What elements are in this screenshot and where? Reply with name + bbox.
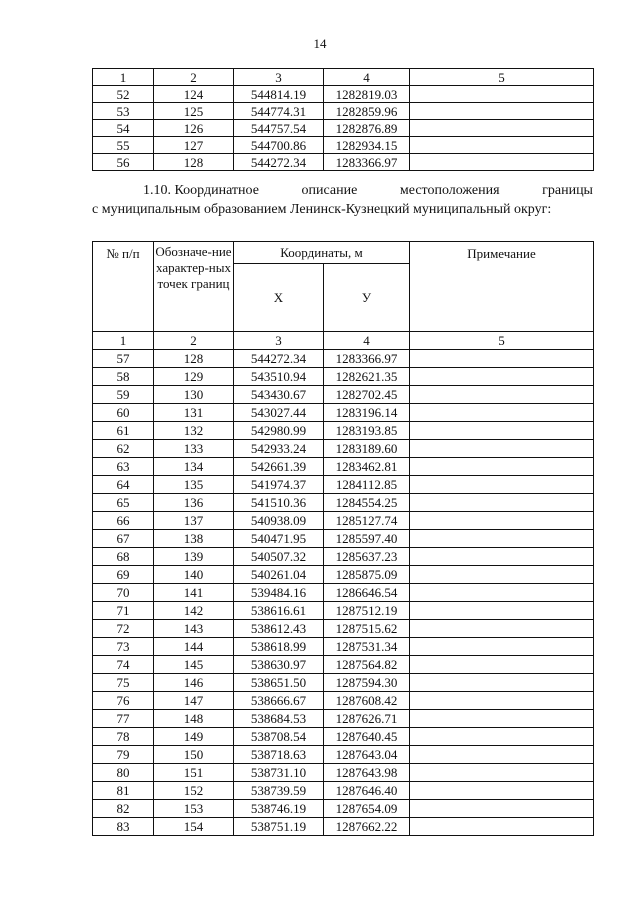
table-cell: 80 — [93, 764, 154, 782]
table-cell: 75 — [93, 674, 154, 692]
table-cell: 3 — [234, 332, 324, 350]
table-cell: 538751.19 — [234, 818, 324, 836]
table-cell: 132 — [154, 422, 234, 440]
table-cell — [410, 584, 594, 602]
table-cell: 148 — [154, 710, 234, 728]
table-row — [93, 458, 594, 476]
table-row — [93, 386, 594, 404]
table-row — [93, 548, 594, 566]
table-cell: 1282859.96 — [324, 103, 410, 120]
table-cell — [410, 638, 594, 656]
table-cell: 143 — [154, 620, 234, 638]
header-x: Х — [234, 264, 324, 332]
table-row — [93, 103, 594, 120]
table-cell: 128 — [154, 154, 234, 171]
table-cell: 142 — [154, 602, 234, 620]
table-cell: 77 — [93, 710, 154, 728]
table-cell: 55 — [93, 137, 154, 154]
table-cell: 1284112.85 — [324, 476, 410, 494]
table-cell — [410, 746, 594, 764]
table-cell: 1283189.60 — [324, 440, 410, 458]
section-heading-line2: с муниципальным образованием Ленинск-Кузнецкий муниципальный округ: — [92, 202, 552, 217]
table-cell: 1287626.71 — [324, 710, 410, 728]
table-cell: 124 — [154, 86, 234, 103]
table-cell: 126 — [154, 120, 234, 137]
table-row — [93, 782, 594, 800]
table-row — [93, 137, 594, 154]
table-row — [93, 584, 594, 602]
table-cell: 542661.39 — [234, 458, 324, 476]
table-row — [93, 512, 594, 530]
table-cell — [410, 120, 594, 137]
table-cell: 73 — [93, 638, 154, 656]
table-cell: 140 — [154, 566, 234, 584]
table-row — [93, 422, 594, 440]
table-cell: 125 — [154, 103, 234, 120]
table-cell: 1287512.19 — [324, 602, 410, 620]
table-row — [93, 602, 594, 620]
table-cell: 70 — [93, 584, 154, 602]
table-cell — [410, 440, 594, 458]
table-cell: 133 — [154, 440, 234, 458]
column-number-row — [93, 332, 594, 350]
table-cell: 538708.54 — [234, 728, 324, 746]
table-cell: 540471.95 — [234, 530, 324, 548]
table-row — [93, 440, 594, 458]
table-cell — [410, 404, 594, 422]
table-cell: 1283462.81 — [324, 458, 410, 476]
table-cell: 1287640.45 — [324, 728, 410, 746]
table-row — [93, 728, 594, 746]
table-cell: 52 — [93, 86, 154, 103]
coordinates-table-continued — [92, 68, 594, 171]
table-cell: 1287643.98 — [324, 764, 410, 782]
table-cell: 538684.53 — [234, 710, 324, 728]
header-coordinates: Координаты, м — [234, 242, 410, 264]
table-cell: 1282621.35 — [324, 368, 410, 386]
top-table-body — [93, 69, 594, 171]
table-cell: 69 — [93, 566, 154, 584]
table-cell — [410, 476, 594, 494]
table-cell — [410, 494, 594, 512]
table-cell: 67 — [93, 530, 154, 548]
table-cell: 543430.67 — [234, 386, 324, 404]
table-cell: 1285637.23 — [324, 548, 410, 566]
table-cell: 1287594.30 — [324, 674, 410, 692]
table-cell — [410, 620, 594, 638]
table-cell: 5 — [410, 332, 594, 350]
table-cell: 139 — [154, 548, 234, 566]
table-cell: 64 — [93, 476, 154, 494]
table-cell: 71 — [93, 602, 154, 620]
table-cell: 542980.99 — [234, 422, 324, 440]
section-heading-line1 — [103, 181, 593, 200]
table-cell: 153 — [154, 800, 234, 818]
table-cell: 543510.94 — [234, 368, 324, 386]
table-cell: 138 — [154, 530, 234, 548]
table-cell: 83 — [93, 818, 154, 836]
table-cell — [410, 422, 594, 440]
table-cell: 544700.86 — [234, 137, 324, 154]
table-cell: 540938.09 — [234, 512, 324, 530]
table-cell: 1282819.03 — [324, 86, 410, 103]
table-cell — [410, 548, 594, 566]
table-cell: 79 — [93, 746, 154, 764]
table-cell: 5 — [410, 69, 594, 86]
table-cell: 129 — [154, 368, 234, 386]
table-cell: 544774.31 — [234, 103, 324, 120]
header-num: № п/п — [93, 242, 154, 332]
table-cell — [410, 350, 594, 368]
heading-word: местоположения — [399, 183, 500, 198]
table-cell: 152 — [154, 782, 234, 800]
table-cell: 1283193.85 — [324, 422, 410, 440]
table-cell: 136 — [154, 494, 234, 512]
table-row — [93, 692, 594, 710]
table-cell: 149 — [154, 728, 234, 746]
table-cell: 1282934.15 — [324, 137, 410, 154]
table-row — [93, 368, 594, 386]
table-row — [93, 746, 594, 764]
table-cell: 60 — [93, 404, 154, 422]
table-cell — [410, 458, 594, 476]
table-cell: 151 — [154, 764, 234, 782]
table-cell: 74 — [93, 656, 154, 674]
table-cell — [410, 530, 594, 548]
table-cell: 538746.19 — [234, 800, 324, 818]
table-cell: 538618.99 — [234, 638, 324, 656]
table-cell: 1282876.89 — [324, 120, 410, 137]
table-cell: 76 — [93, 692, 154, 710]
table-cell: 130 — [154, 386, 234, 404]
table-cell: 62 — [93, 440, 154, 458]
table-cell: 127 — [154, 137, 234, 154]
table-cell: 1287564.82 — [324, 656, 410, 674]
table-cell — [410, 512, 594, 530]
table-cell: 128 — [154, 350, 234, 368]
table-cell: 1287654.09 — [324, 800, 410, 818]
table-cell — [410, 818, 594, 836]
table-row — [93, 674, 594, 692]
table-cell: 66 — [93, 512, 154, 530]
table-row — [93, 476, 594, 494]
header-designation: Обозначе-ние характер-ных точек границ — [154, 242, 234, 332]
table-cell: 544814.19 — [234, 86, 324, 103]
table-cell: 4 — [324, 69, 410, 86]
table-cell: 543027.44 — [234, 404, 324, 422]
heading-word: 1.10. Координатное — [143, 183, 259, 198]
table-cell: 56 — [93, 154, 154, 171]
table-cell: 1287662.22 — [324, 818, 410, 836]
table-cell: 544757.54 — [234, 120, 324, 137]
table-cell — [410, 368, 594, 386]
table-cell: 538731.10 — [234, 764, 324, 782]
table-cell: 538739.59 — [234, 782, 324, 800]
table-cell — [410, 154, 594, 171]
table-cell — [410, 764, 594, 782]
table-cell — [410, 137, 594, 154]
heading-word: описание — [301, 183, 358, 198]
table-cell: 1287643.04 — [324, 746, 410, 764]
table-cell: 68 — [93, 548, 154, 566]
table-row — [93, 656, 594, 674]
table-cell: 1287531.34 — [324, 638, 410, 656]
table-row — [93, 530, 594, 548]
table-cell: 82 — [93, 800, 154, 818]
table-cell: 147 — [154, 692, 234, 710]
table-cell: 59 — [93, 386, 154, 404]
table-cell: 540261.04 — [234, 566, 324, 584]
table-cell: 150 — [154, 746, 234, 764]
table-row — [93, 620, 594, 638]
table-cell: 538651.50 — [234, 674, 324, 692]
table-row — [93, 404, 594, 422]
table-cell: 54 — [93, 120, 154, 137]
table-cell: 131 — [154, 404, 234, 422]
table-cell — [410, 386, 594, 404]
table-cell — [410, 602, 594, 620]
table-cell: 134 — [154, 458, 234, 476]
table-cell: 541974.37 — [234, 476, 324, 494]
table-cell: 65 — [93, 494, 154, 512]
table-cell: 538616.61 — [234, 602, 324, 620]
table-cell — [410, 566, 594, 584]
table-row — [93, 566, 594, 584]
table-cell — [410, 674, 594, 692]
header-note: Примечание — [410, 242, 594, 332]
main-table-body — [93, 332, 594, 836]
table-cell: 1283366.97 — [324, 154, 410, 171]
table-cell: 1287515.62 — [324, 620, 410, 638]
table-cell: 1283196.14 — [324, 404, 410, 422]
table-cell: 58 — [93, 368, 154, 386]
table-cell: 141 — [154, 584, 234, 602]
table-cell: 2 — [154, 332, 234, 350]
table-cell: 61 — [93, 422, 154, 440]
table-cell — [410, 728, 594, 746]
table-cell: 538612.43 — [234, 620, 324, 638]
table-cell: 540507.32 — [234, 548, 324, 566]
page-number: 14 — [313, 36, 327, 51]
table-cell: 1284554.25 — [324, 494, 410, 512]
table-row — [93, 818, 594, 836]
section-heading — [92, 181, 593, 219]
table-cell: 538630.97 — [234, 656, 324, 674]
table-cell: 78 — [93, 728, 154, 746]
table-row — [93, 710, 594, 728]
table-cell: 1283366.97 — [324, 350, 410, 368]
table-cell: 81 — [93, 782, 154, 800]
table-cell: 1287608.42 — [324, 692, 410, 710]
table-cell: 1287646.40 — [324, 782, 410, 800]
table-row — [93, 494, 594, 512]
table-cell: 538666.67 — [234, 692, 324, 710]
table-cell: 539484.16 — [234, 584, 324, 602]
table-cell — [410, 692, 594, 710]
table-cell: 137 — [154, 512, 234, 530]
table-cell: 544272.34 — [234, 154, 324, 171]
table-cell: 72 — [93, 620, 154, 638]
table-cell: 57 — [93, 350, 154, 368]
table-row — [93, 350, 594, 368]
table-cell: 3 — [234, 69, 324, 86]
table-row — [93, 800, 594, 818]
table-cell: 154 — [154, 818, 234, 836]
table-cell: 1285875.09 — [324, 566, 410, 584]
table-cell: 1285597.40 — [324, 530, 410, 548]
table-cell: 541510.36 — [234, 494, 324, 512]
table-row — [93, 638, 594, 656]
table-cell: 542933.24 — [234, 440, 324, 458]
table-cell: 4 — [324, 332, 410, 350]
table-cell: 1282702.45 — [324, 386, 410, 404]
table-cell: 538718.63 — [234, 746, 324, 764]
table-row — [93, 764, 594, 782]
table-cell: 145 — [154, 656, 234, 674]
table-cell: 544272.34 — [234, 350, 324, 368]
table-cell: 144 — [154, 638, 234, 656]
coordinates-table — [92, 241, 594, 836]
table-cell: 146 — [154, 674, 234, 692]
table-cell: 63 — [93, 458, 154, 476]
column-number-row — [93, 69, 594, 86]
table-cell — [410, 656, 594, 674]
table-cell: 1285127.74 — [324, 512, 410, 530]
table-cell — [410, 710, 594, 728]
table-cell — [410, 103, 594, 120]
table-row — [93, 86, 594, 103]
header-y: У — [324, 264, 410, 332]
table-cell: 1286646.54 — [324, 584, 410, 602]
table-cell — [410, 800, 594, 818]
table-cell: 53 — [93, 103, 154, 120]
table-row — [93, 154, 594, 171]
table-cell: 1 — [93, 69, 154, 86]
heading-word: границы — [542, 183, 593, 198]
table-cell: 2 — [154, 69, 234, 86]
table-cell: 135 — [154, 476, 234, 494]
table-cell — [410, 86, 594, 103]
table-cell: 1 — [93, 332, 154, 350]
table-row — [93, 120, 594, 137]
table-cell — [410, 782, 594, 800]
